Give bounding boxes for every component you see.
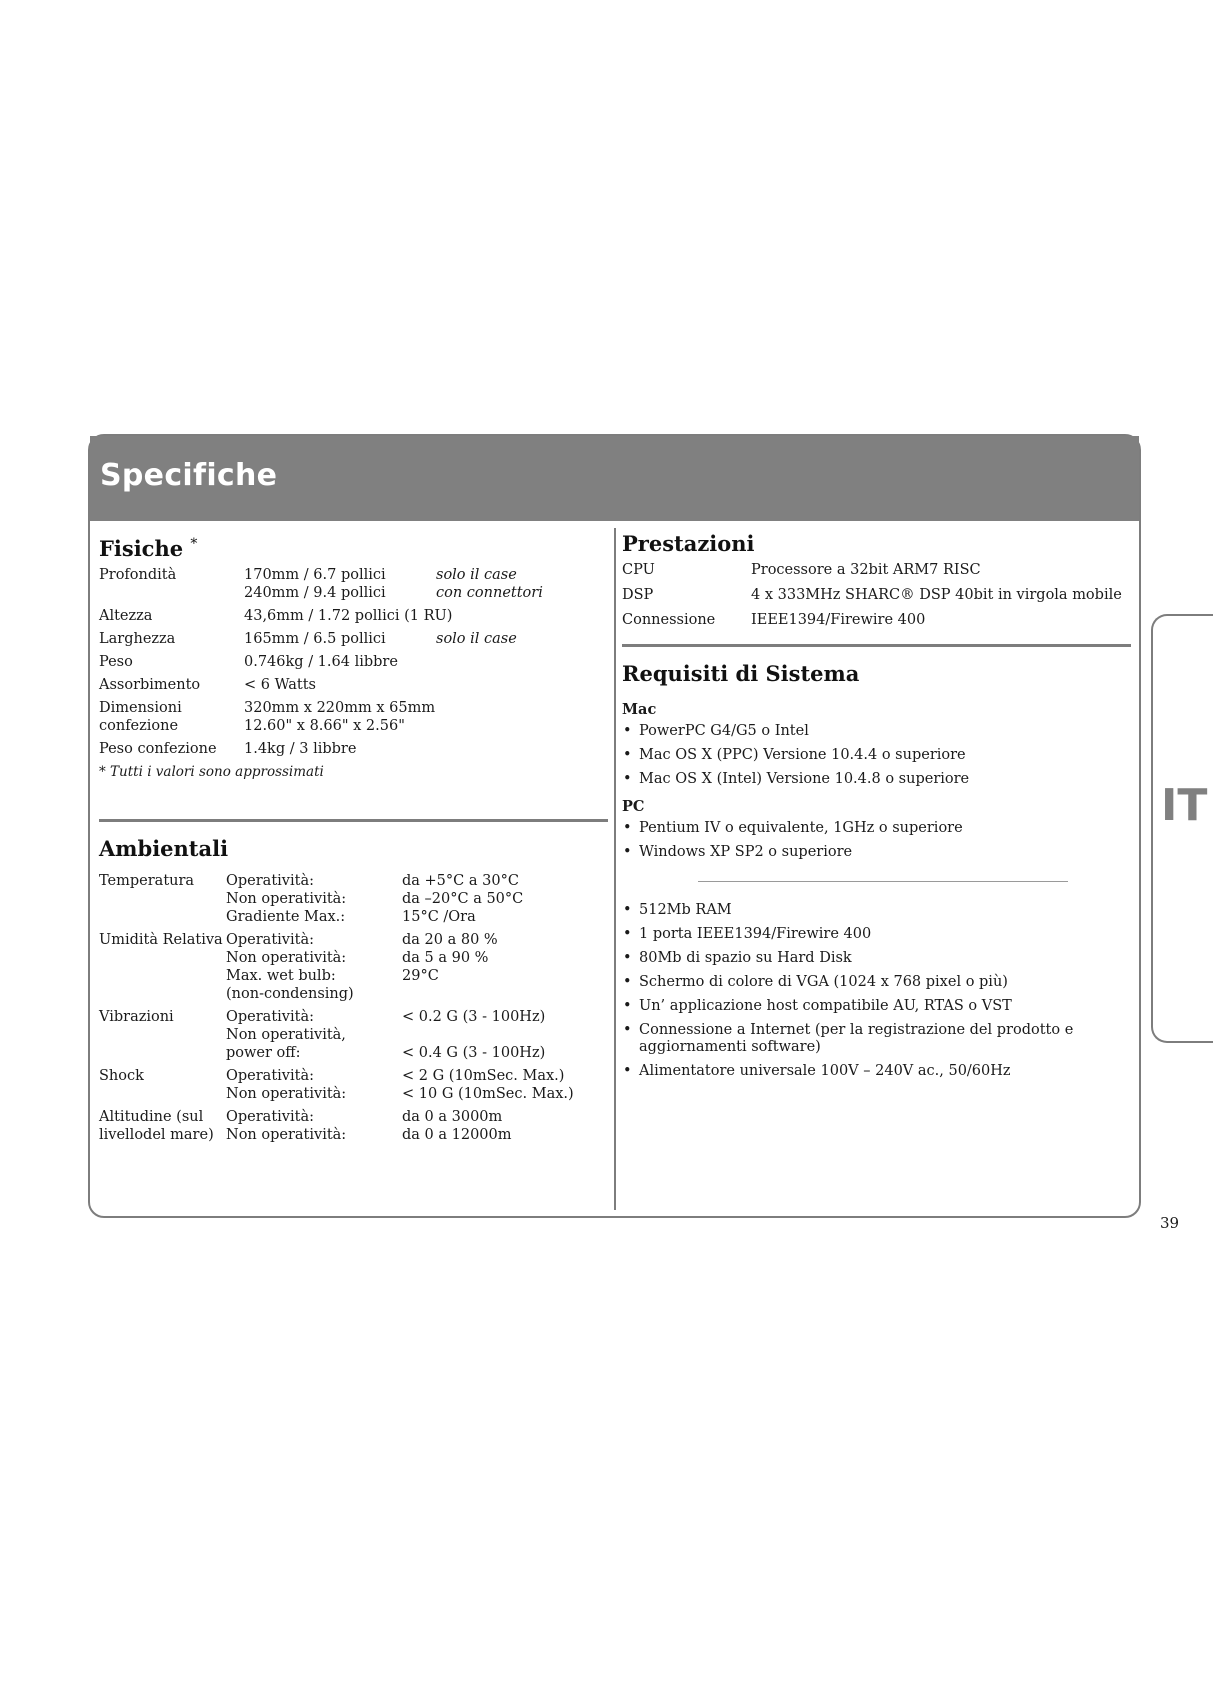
pc-requirement-item: • Pentium IV o equivalente, 1GHz o superiore (622, 820, 1122, 837)
panel-header (90, 436, 1139, 521)
section-divider (622, 644, 1131, 647)
perf-row (622, 611, 1122, 629)
mac-requirement-item: • Mac OS X (PPC) Versione 10.4.4 o superiore (622, 747, 1122, 764)
env-value-line: < 0.2 G (3 - 100Hz) (402, 1009, 546, 1025)
spec-value (244, 676, 316, 694)
perf-value: IEEE1394/Firewire 400 (751, 612, 926, 628)
perf-value: 4 x 333MHz SHARC® DSP 40bit in virgola mobile (751, 587, 1122, 603)
ambientali-table (99, 872, 599, 1144)
env-value-line (402, 1026, 545, 1044)
env-row (99, 1108, 599, 1144)
env-label: Altitudine (sul livellodel mare) (99, 1109, 214, 1143)
spec-note-line: solo il case (436, 567, 517, 583)
env-condition-line: Non operatività, (226, 1027, 346, 1043)
section-divider (99, 819, 608, 822)
spec-label: Altezza (99, 608, 153, 624)
spec-note (436, 566, 543, 602)
env-value-line: da +5°C a 30°C (402, 873, 519, 889)
env-value-line: da 20 a 80 % (402, 932, 498, 948)
spec-label: Assorbimento (99, 677, 201, 693)
requirement-item: • Alimentatore universale 100V – 240V ac., 50/60Hz (622, 1063, 1122, 1080)
env-condition-line: Non operatività: (226, 1086, 347, 1102)
spec-label: Larghezza (99, 631, 176, 647)
env-value-line: da 0 a 3000m (402, 1109, 503, 1125)
env-row (99, 1067, 599, 1103)
env-label: Shock (99, 1068, 144, 1084)
requirement-item: • Schermo di colore di VGA (1024 x 768 pixel o più) (622, 974, 1122, 991)
env-condition-line: (non-condensing) (226, 986, 354, 1002)
spec-row (99, 740, 599, 758)
perf-label: CPU (622, 562, 655, 578)
spec-label: Profondità (99, 567, 177, 583)
spec-value (244, 630, 386, 648)
section-heading-fisiche: Fisiche * (99, 536, 198, 561)
language-tab-label: IT (1161, 780, 1208, 831)
specs-panel (88, 434, 1141, 1218)
fisiche-table (99, 566, 599, 758)
env-value-line: 29°C (402, 968, 439, 984)
env-condition-line: Operatività: (226, 873, 314, 889)
section-heading-ambientali: Ambientali (99, 836, 229, 861)
prestazioni-table (622, 561, 1122, 629)
perf-label: Connessione (622, 612, 716, 628)
env-condition-line: Max. wet bulb: (226, 968, 336, 984)
perf-row (622, 561, 1122, 579)
spec-value-line: 0.746kg / 1.64 libbre (244, 654, 398, 670)
env-condition-line: Gradiente Max.: (226, 909, 346, 925)
requirement-item: • Un’ applicazione host compatibile AU, RTAS o VST (622, 998, 1122, 1015)
env-condition (226, 872, 346, 926)
env-condition-line: Operatività: (226, 1068, 314, 1084)
section-fisiche (99, 531, 599, 781)
spec-value-line: 165mm / 6.5 pollici (244, 631, 386, 647)
page-title: Specifiche (100, 458, 278, 493)
env-condition-line: power off: (226, 1045, 301, 1061)
env-value (402, 931, 498, 1003)
env-condition-line: Operatività: (226, 932, 314, 948)
section-requisiti (622, 661, 1122, 1087)
requirement-item: • 80Mb di spazio su Hard Disk (622, 950, 1122, 967)
spec-value-line: 170mm / 6.7 pollici (244, 567, 386, 583)
spec-row (99, 699, 599, 735)
env-condition (226, 1067, 346, 1103)
spec-label: Peso (99, 654, 133, 670)
spec-value-line: < 6 Watts (244, 677, 316, 693)
spec-value (244, 607, 452, 625)
perf-label: DSP (622, 587, 654, 603)
spec-note (436, 630, 517, 648)
env-value-line: da 5 a 90 % (402, 950, 489, 966)
env-condition-line: Non operatività: (226, 891, 347, 907)
env-condition-line: Operatività: (226, 1109, 314, 1125)
env-value-line: < 0.4 G (3 - 100Hz) (402, 1045, 546, 1061)
spec-value (244, 653, 398, 671)
spec-value-line: 43,6mm / 1.72 pollici (1 RU) (244, 608, 453, 624)
mac-requirements (622, 723, 1122, 788)
env-value-line: < 10 G (10mSec. Max.) (402, 1086, 574, 1102)
env-condition (226, 931, 354, 1003)
section-heading-prestazioni: Prestazioni (622, 531, 755, 556)
section-ambientali (99, 836, 599, 1149)
spec-note-line: solo il case (436, 631, 517, 647)
spec-row (99, 607, 599, 625)
env-value-line: 15°C /Ora (402, 909, 476, 925)
section-heading-requisiti: Requisiti di Sistema (622, 661, 860, 686)
spec-value (244, 566, 386, 602)
column-divider (614, 528, 616, 1210)
requirement-item: • 512Mb RAM (622, 902, 1122, 919)
env-condition-line: Non operatività: (226, 950, 347, 966)
spec-row (99, 676, 599, 694)
spec-value (244, 699, 435, 735)
spec-value-line: 240mm / 9.4 pollici (244, 585, 386, 601)
mac-label: Mac (622, 701, 657, 718)
env-label: Vibrazioni (99, 1009, 174, 1025)
requirements-divider (698, 881, 1068, 882)
env-value-line: < 2 G (10mSec. Max.) (402, 1068, 565, 1084)
env-condition-line: Non operatività: (226, 1127, 347, 1143)
perf-value: Processore a 32bit ARM7 RISC (751, 562, 981, 578)
env-row (99, 931, 599, 1003)
spec-row (99, 566, 599, 602)
requirement-item: • 1 porta IEEE1394/Firewire 400 (622, 926, 1122, 943)
env-row (99, 1008, 599, 1062)
common-requirements (622, 902, 1122, 1080)
spec-value-line: 12.60" x 8.66" x 2.56" (244, 718, 405, 734)
spec-value (244, 740, 356, 758)
language-tab (1151, 614, 1213, 1043)
env-condition (226, 1108, 346, 1144)
spec-label: Dimensioni confezione (99, 700, 182, 734)
footnote: * Tutti i valori sono approssimati (99, 764, 324, 780)
env-row (99, 872, 599, 926)
spec-note-line: con connettori (436, 585, 543, 601)
section-prestazioni (622, 531, 1122, 636)
spec-row (99, 653, 599, 671)
env-value-line: da –20°C a 50°C (402, 891, 524, 907)
env-value-line (402, 985, 498, 1003)
mac-requirement-item: • PowerPC G4/G5 o Intel (622, 723, 1122, 740)
env-value (402, 872, 523, 926)
env-value (402, 1108, 512, 1144)
spec-row (99, 630, 599, 648)
mac-requirement-item: • Mac OS X (Intel) Versione 10.4.8 o superiore (622, 771, 1122, 788)
requirement-item: • Connessione a Internet (per la registrazione del prodotto e aggiornamenti software) (622, 1022, 1122, 1056)
pc-requirement-item: • Windows XP SP2 o superiore (622, 844, 1122, 861)
pc-label: PC (622, 798, 645, 815)
spec-value-line: 1.4kg / 3 libbre (244, 741, 357, 757)
spec-value-line: 320mm x 220mm x 65mm (244, 700, 436, 716)
env-value (402, 1008, 545, 1062)
env-value-line: da 0 a 12000m (402, 1127, 512, 1143)
perf-row (622, 586, 1122, 604)
env-value (402, 1067, 574, 1103)
page-number: 39 (1160, 1214, 1180, 1232)
env-condition (226, 1008, 346, 1062)
pc-requirements (622, 820, 1122, 861)
env-condition-line: Operatività: (226, 1009, 314, 1025)
env-label: Temperatura (99, 873, 195, 889)
spec-label: Peso confezione (99, 741, 217, 757)
env-label: Umidità Relativa (99, 932, 223, 948)
